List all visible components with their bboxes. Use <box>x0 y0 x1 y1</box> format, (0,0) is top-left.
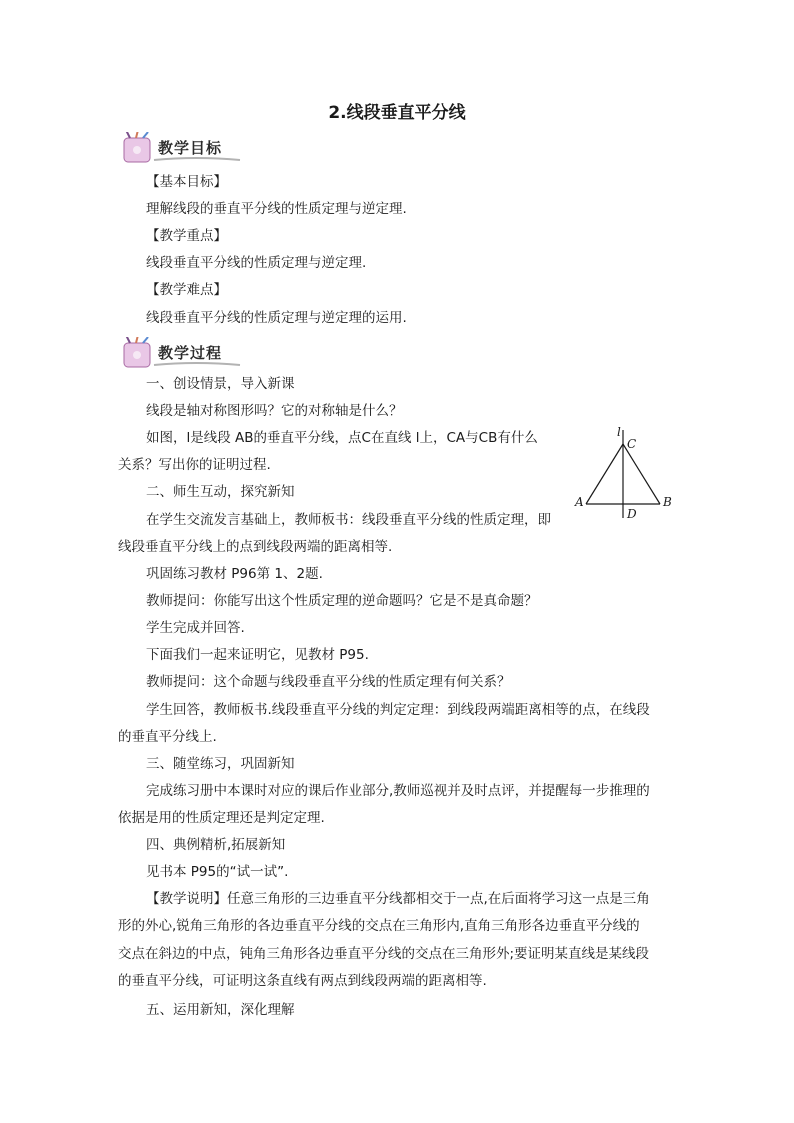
text-line: 交点在斜边的中点，钝角三角形各边垂直平分线的交点在三角形外;要证明某直线是某线段 <box>118 946 650 962</box>
segment-ca <box>586 444 623 504</box>
text-line: 关系？写出你的证明过程. <box>118 457 271 473</box>
text-line: 的垂直平分线上. <box>118 729 217 745</box>
text-line: 学生回答，教师板书.线段垂直平分线的判定定理：到线段两端距离相等的点，在线段 <box>146 702 650 718</box>
text-line: 完成练习册中本课时对应的课后作业部分,教师巡视并及时点评，并提醒每一步推理的 <box>146 783 650 799</box>
difficulty-label: 【教学难点】 <box>146 282 227 298</box>
text-line: 下面我们一起来证明它，见教材 P95. <box>146 647 369 663</box>
text-line: 依据是用的性质定理还是判定定理. <box>118 810 325 826</box>
text-line: 见书本 P95的“试一试”. <box>146 864 289 880</box>
key-point-label: 【教学重点】 <box>146 228 227 244</box>
key-point-text: 线段垂直平分线的性质定理与逆定理. <box>146 255 367 271</box>
segment-cb <box>623 444 660 504</box>
label-d: D <box>627 507 637 521</box>
text-line: 【教学说明】任意三角形的三边垂直平分线都相交于一点,在后面将学习这一点是三角 <box>146 891 650 907</box>
label-a: A <box>575 495 584 509</box>
label-b: B <box>663 495 672 509</box>
basic-goal-text: 理解线段的垂直平分线的性质定理与逆定理. <box>146 201 407 217</box>
text-line: 形的外心,锐角三角形的各边垂直平分线的交点在三角形内,直角三角形各边垂直平分线的 <box>118 918 640 934</box>
text-line: 线段是轴对称图形吗？它的对称轴是什么？ <box>146 403 403 419</box>
text-line: 二、师生互动，探究新知 <box>146 484 295 500</box>
text-line: 学生完成并回答. <box>146 620 245 636</box>
text-line: 五、运用新知，深化理解 <box>146 1002 295 1018</box>
section-banner-teaching-goals <box>116 132 242 166</box>
text-line: 在学生交流发言基础上，教师板书：线段垂直平分线的性质定理，即 <box>146 512 551 528</box>
section-heading: 教学过程 <box>158 344 223 362</box>
triangle-figure <box>570 424 680 524</box>
page-title: 2.线段垂直平分线 <box>328 103 466 123</box>
text-line: 巩固练习教材 P96第 1、2题. <box>146 566 323 582</box>
difficulty-text: 线段垂直平分线的性质定理与逆定理的运用. <box>146 310 407 326</box>
label-c: C <box>627 437 637 451</box>
text-line: 线段垂直平分线上的点到线段两端的距离相等. <box>118 539 393 555</box>
text-line: 一、创设情景，导入新课 <box>146 376 295 392</box>
section-heading: 教学目标 <box>158 139 223 157</box>
section-banner-teaching-process <box>116 337 242 371</box>
text-line: 教师提问：你能写出这个性质定理的逆命题吗？它是不是真命题？ <box>146 593 538 609</box>
text-line: 四、典例精析,拓展新知 <box>146 837 286 853</box>
basic-goal-label: 【基本目标】 <box>146 174 227 190</box>
text-line: 如图，l是线段 AB的垂直平分线，点C在直线 l上，CA与CB有什么 <box>146 430 538 446</box>
text-line: 的垂直平分线，可证明这条直线有两点到线段两端的距离相等. <box>118 973 487 989</box>
label-l: l <box>617 425 621 439</box>
text-line: 三、随堂练习，巩固新知 <box>146 756 295 772</box>
text-line: 教师提问：这个命题与线段垂直平分线的性质定理有何关系？ <box>146 674 511 690</box>
